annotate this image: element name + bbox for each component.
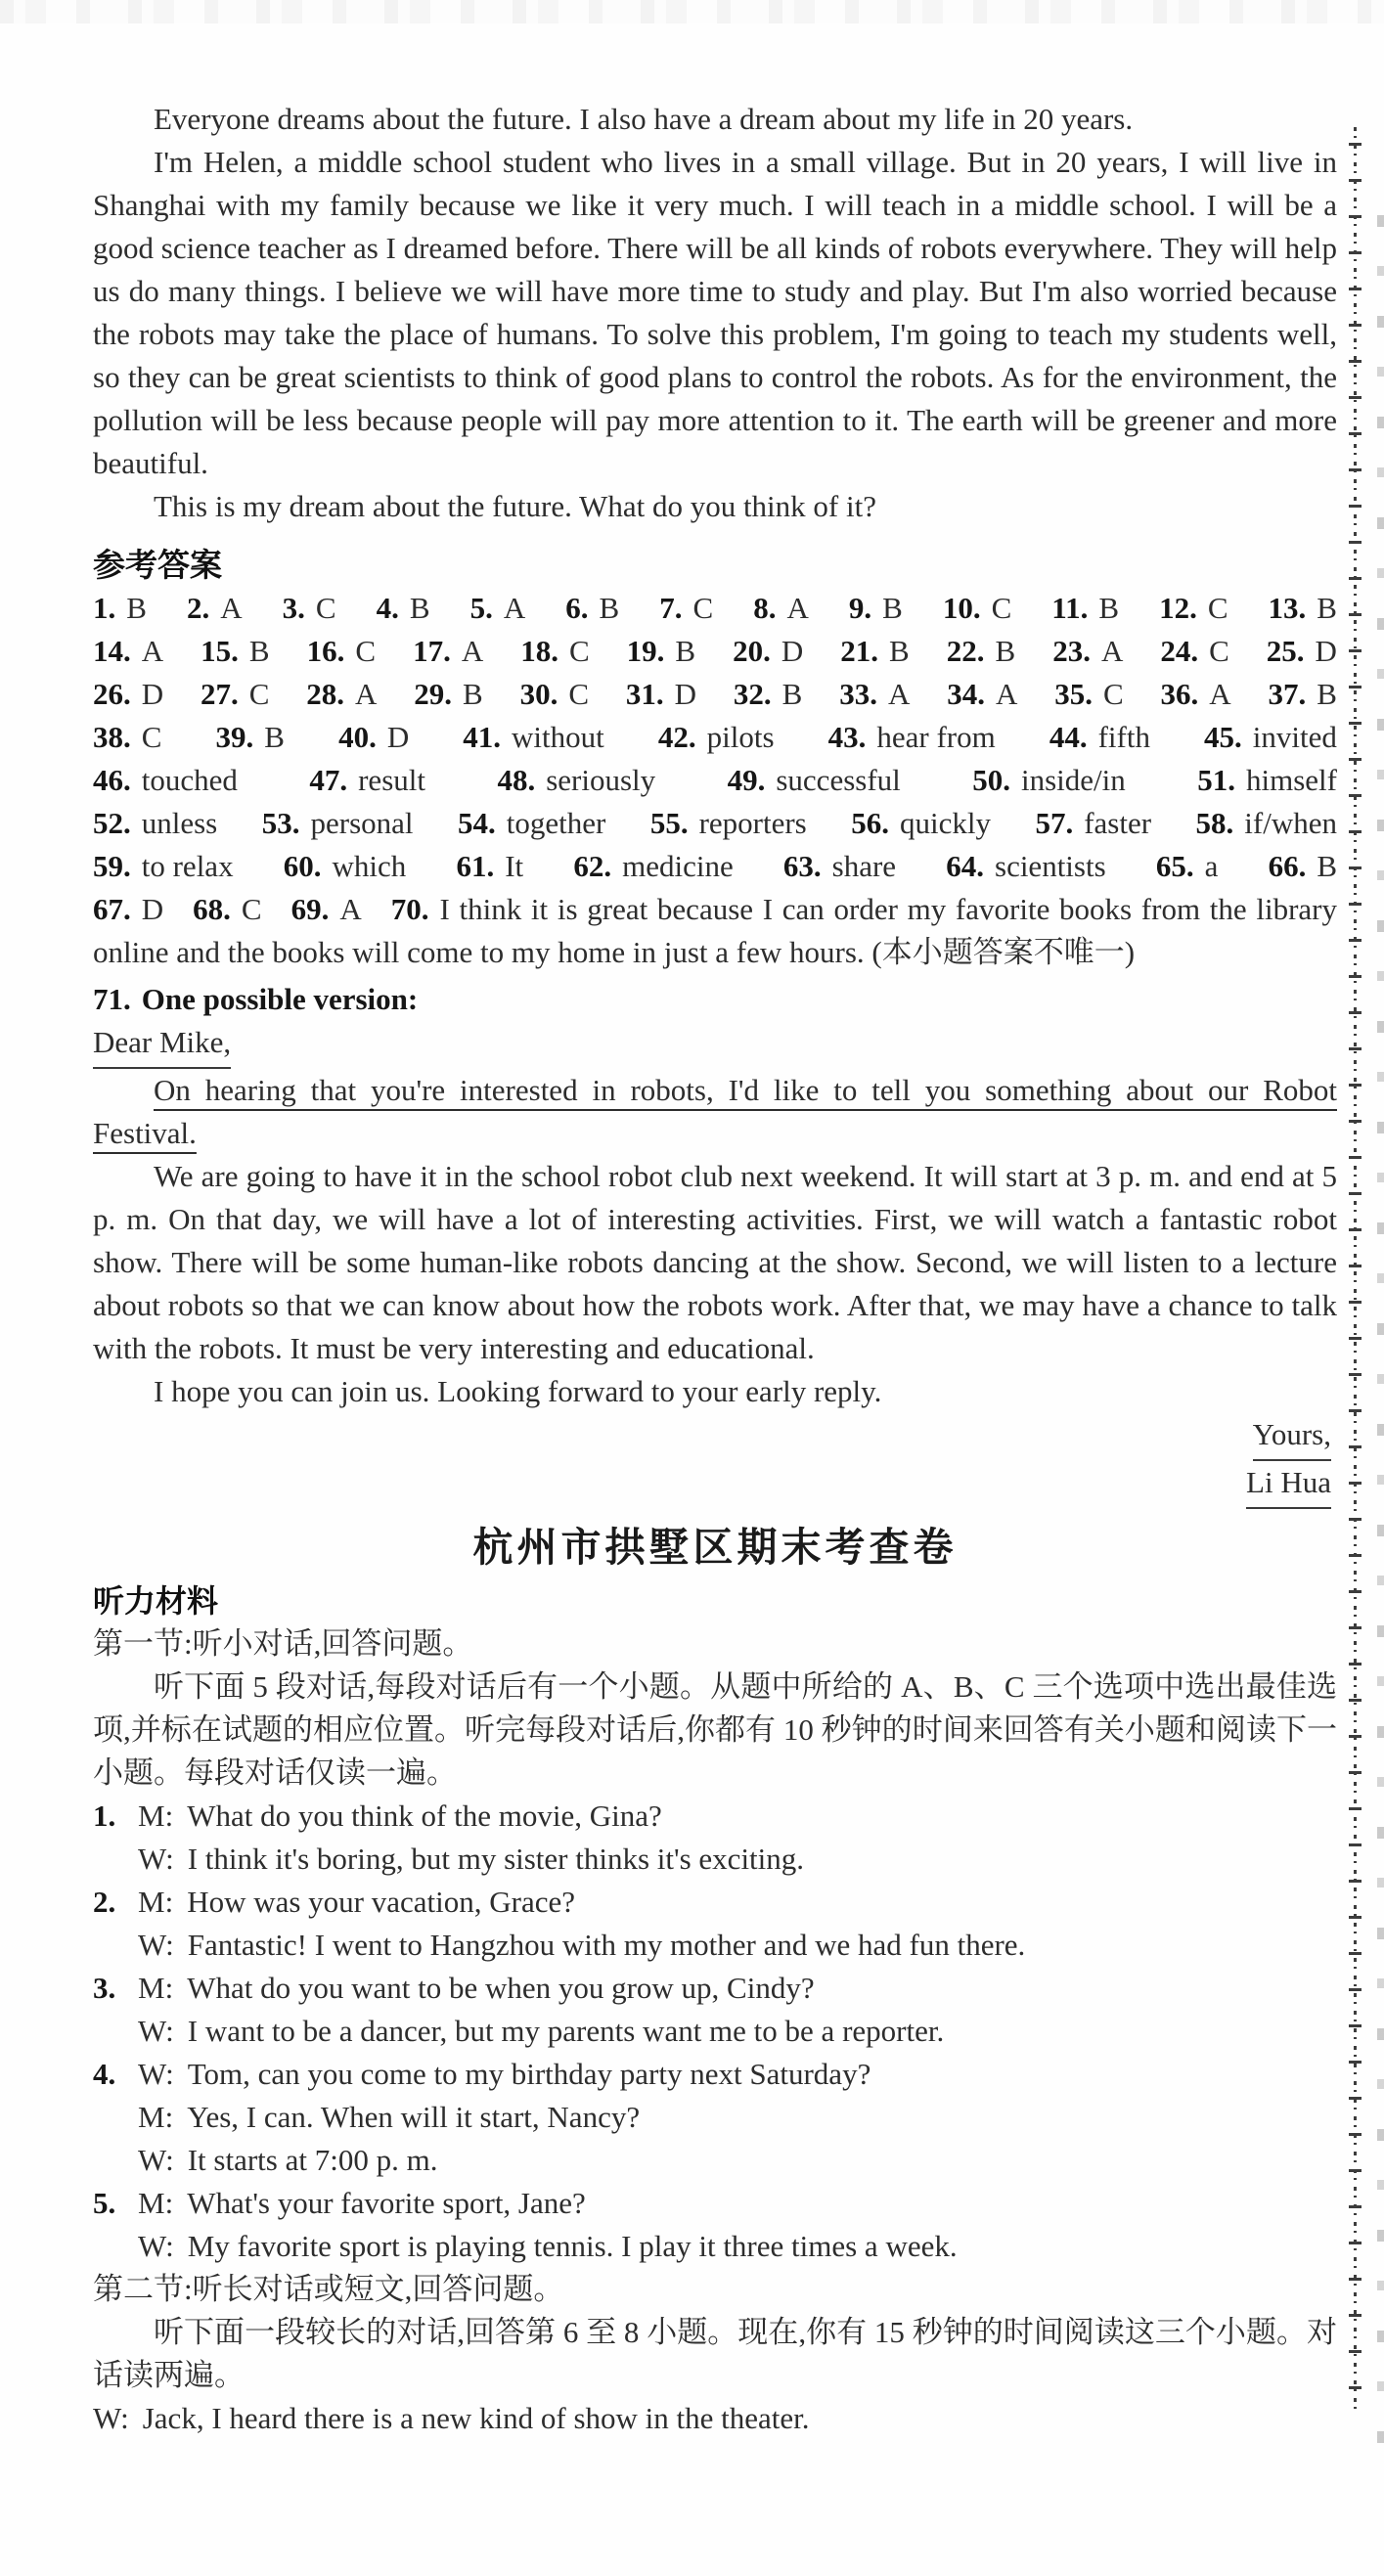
answer-item: 17. A — [413, 634, 484, 668]
dialogue-speaker: W: — [93, 2401, 129, 2435]
answer-70-text: I think it is great because I can order my favorite books from the library online and the books will come to my home in just a few hours. (本小题答案不唯一) — [93, 892, 1337, 969]
letter-opening: On hearing that you're interested in robots, I'd like to tell you something about our Robot Festival. — [93, 1073, 1337, 1150]
answer-item: 21. B — [840, 634, 910, 668]
scan-edge-artifact — [0, 0, 1384, 23]
answer-row-7 — [93, 845, 1337, 888]
answer-item: 23. A — [1052, 634, 1124, 668]
answer-item: 20. D — [733, 634, 804, 668]
answer-item: 56. quickly — [851, 806, 991, 840]
answer-item: 26. D — [93, 677, 164, 711]
answer-item: 41. without — [463, 720, 604, 754]
writing-heading-number: 71. — [93, 982, 131, 1016]
dialogue-line: W: I think it's boring, but my sister thinks it's exciting. — [138, 1842, 805, 1876]
answer-item: 33. A — [839, 677, 911, 711]
answer-item: 61. It — [456, 849, 524, 883]
answer-item: 31. D — [625, 677, 697, 711]
dialogue-line: 3. M: What do you want to be when you grow up, Cindy? — [93, 1971, 815, 2005]
answer-item: 62. medicine — [573, 849, 734, 883]
dialogue-line: 1. M: What do you think of the movie, Gina? — [93, 1799, 662, 1833]
answer-item: 37. B — [1268, 677, 1337, 711]
passage-paragraph-2: I'm Helen, a middle school student who lives in a small village. But in 20 years, I will live in Shanghai with my family because we like it very much. I will teach in a middle school. I will be a good science teacher as I dreamed before. There will be all kinds of robots everywhere. They will help us do many things. I believe we will have more time to study and play. But I'm also worried because the robots may take the place of humans. To solve this problem, I'm going to teach my students well, so they can be great scientists to think of good plans to control the robots. As for the environment, the pollution will be less because people will pay more attention to it. The earth will be greener and more beautiful. — [93, 145, 1337, 480]
dialogue-line: W: I want to be a dancer, but my parents want me to be a reporter. — [138, 2014, 945, 2048]
answer-row-4 — [93, 716, 1337, 759]
section1-dialogues — [93, 1795, 1337, 2268]
answer-item: 59. to relax — [93, 849, 234, 883]
answer-item: 50. inside/in — [972, 763, 1126, 797]
answer-item: 47. result — [309, 763, 425, 797]
answer-item: 36. A — [1160, 677, 1231, 711]
answer-item: 29. B — [414, 677, 483, 711]
answer-item: 43. hear from — [827, 720, 996, 754]
answer-item: 39. B — [215, 720, 285, 754]
answer-item: 60. which — [283, 849, 407, 883]
answer-item: 51. himself — [1197, 763, 1337, 797]
answer-item: 32. B — [733, 677, 803, 711]
answer-item: 5. A — [469, 591, 526, 625]
answer-item: 27. C — [201, 677, 270, 711]
answer-item: 14. A — [93, 634, 164, 668]
answer-item: 55. reporters — [649, 806, 807, 840]
section2-instructions: 听下面一段较长的对话,回答第 6 至 8 小题。现在,你有 15 秒钟的时间阅读这三个小题。对话读两遍。 — [93, 2315, 1337, 2392]
answer-item: 68. C — [193, 892, 262, 926]
section2-dialogue-line — [93, 2397, 1337, 2440]
answer-item: 54. together — [458, 806, 606, 840]
answer-item: 44. fifth — [1049, 720, 1150, 754]
answer-item: 19. B — [626, 634, 696, 668]
answer-item: 15. B — [201, 634, 270, 668]
answer-item: 10. C — [942, 591, 1012, 625]
section2-label: 第二节:听长对话或短文,回答问题。 — [93, 2272, 564, 2306]
letter-signature: Li Hua — [93, 1461, 1337, 1509]
answer-item: 6. B — [565, 591, 620, 625]
answer-row-3 — [93, 673, 1337, 716]
answer-row-5 — [93, 759, 1337, 802]
answer-item: 53. personal — [261, 806, 414, 840]
dialogue-line: W: It starts at 7:00 p. m. — [138, 2143, 438, 2177]
dialogue-line: M: Yes, I can. When will it start, Nancy? — [138, 2100, 641, 2134]
passage-paragraph-3: This is my dream about the future. What do you think of it? — [154, 489, 876, 523]
answer-70-number: 70. — [390, 892, 429, 926]
answer-item: 8. A — [753, 591, 809, 625]
letter-closing: I hope you can join us. Looking forward to your early reply. — [154, 1374, 882, 1408]
writing-heading — [93, 978, 1337, 1021]
page-content — [93, 98, 1337, 2440]
answer-item: 24. C — [1160, 634, 1229, 668]
answer-item: 35. C — [1054, 677, 1124, 711]
answer-item: 7. C — [659, 591, 714, 625]
answer-item: 3. C — [282, 591, 336, 625]
answer-item: 2. A — [186, 591, 243, 625]
listening-material-heading: 听力材料 — [93, 1582, 219, 1620]
dialogue-line: 4. W: Tom, can you come to my birthday party next Saturday? — [93, 2057, 871, 2091]
answer-item: 52. unless — [93, 806, 218, 840]
answer-item: 4. B — [376, 591, 430, 625]
answer-item: 63. share — [782, 849, 897, 883]
page-edge-fragments — [1377, 215, 1384, 2445]
answer-item: 57. faster — [1035, 806, 1152, 840]
answer-row-8 — [93, 888, 1337, 974]
answer-item: 25. D — [1266, 634, 1337, 668]
writing-heading-label: One possible version: — [141, 982, 419, 1016]
answer-item: 66. B — [1268, 849, 1337, 883]
dialogue-line: W: My favorite sport is playing tennis. I play it three times a week. — [138, 2229, 958, 2263]
letter-salutation: Dear Mike, — [93, 1021, 1337, 1069]
answer-item: 58. if/when — [1195, 806, 1337, 840]
answer-item: 46. touched — [93, 763, 238, 797]
answer-item: 30. C — [519, 677, 590, 711]
answer-item: 65. a — [1155, 849, 1219, 883]
dialogue-line: 5. M: What's your favorite sport, Jane? — [93, 2186, 586, 2220]
answer-item: 12. C — [1159, 591, 1228, 625]
dialogue-line: 2. M: How was your vacation, Grace? — [93, 1885, 575, 1919]
answer-item: 34. A — [947, 677, 1018, 711]
answer-item: 38. C — [93, 720, 162, 754]
answer-item: 64. scientists — [946, 849, 1106, 883]
answer-item: 16. C — [306, 634, 377, 668]
passage-paragraph-1: Everyone dreams about the future. I also have a dream about my life in 20 years. — [154, 102, 1134, 136]
stitch-line — [1349, 127, 1362, 2413]
answer-item: 67. D — [93, 892, 164, 926]
letter-body: We are going to have it in the school robot club next weekend. It will start at 3 p. m. and end at 5 p. m. On that day, we will have a lot of interesting activities. First, we will watch a fantastic robot show. There will be some human-like robots dancing at the show. Second, we will listen to a lecture about robots so that we can know about how the robots work. After that, we may have a chance to talk with the robots. It must be very interesting and educational. — [93, 1159, 1337, 1365]
answer-item: 18. C — [520, 634, 590, 668]
letter-signoff: Yours, — [93, 1413, 1337, 1461]
answer-item: 13. B — [1268, 591, 1337, 625]
answer-item: 28. A — [306, 677, 378, 711]
section1-label: 第一节:听小对话,回答问题。 — [93, 1626, 473, 1661]
answer-item: 11. B — [1051, 591, 1120, 625]
answer-item: 9. B — [848, 591, 903, 625]
answer-item: 69. A — [290, 892, 362, 926]
dialogue-line: W: Fantastic! I went to Hangzhou with my mother and we had fun there. — [138, 1928, 1026, 1962]
answer-item: 42. pilots — [657, 720, 775, 754]
answer-item: 45. invited — [1204, 720, 1337, 754]
answer-item: 22. B — [946, 634, 1016, 668]
answer-row-2 — [93, 630, 1337, 673]
dialogue-text: Jack, I heard there is a new kind of show in the theater. — [142, 2401, 810, 2435]
answer-row-6 — [93, 802, 1337, 845]
answer-row-1 — [93, 587, 1337, 630]
answer-key-heading: 参考答案 — [93, 546, 222, 584]
answer-item: 48. seriously — [497, 763, 656, 797]
section1-instructions: 听下面 5 段对话,每段对话后有一个小题。从题中所给的 A、B、C 三个选项中选出最佳选项,并标在试题的相应位置。听完每段对话后,你都有 10 秒钟的时间来回答有关小题和阅读下一小题。每段对话仅读一遍。 — [93, 1669, 1337, 1790]
answer-item: 40. D — [338, 720, 410, 754]
answer-item: 1. B — [93, 591, 147, 625]
answer-item: 49. successful — [727, 763, 901, 797]
exam-title: 杭州市拱墅区期末考查卷 — [472, 1524, 958, 1571]
